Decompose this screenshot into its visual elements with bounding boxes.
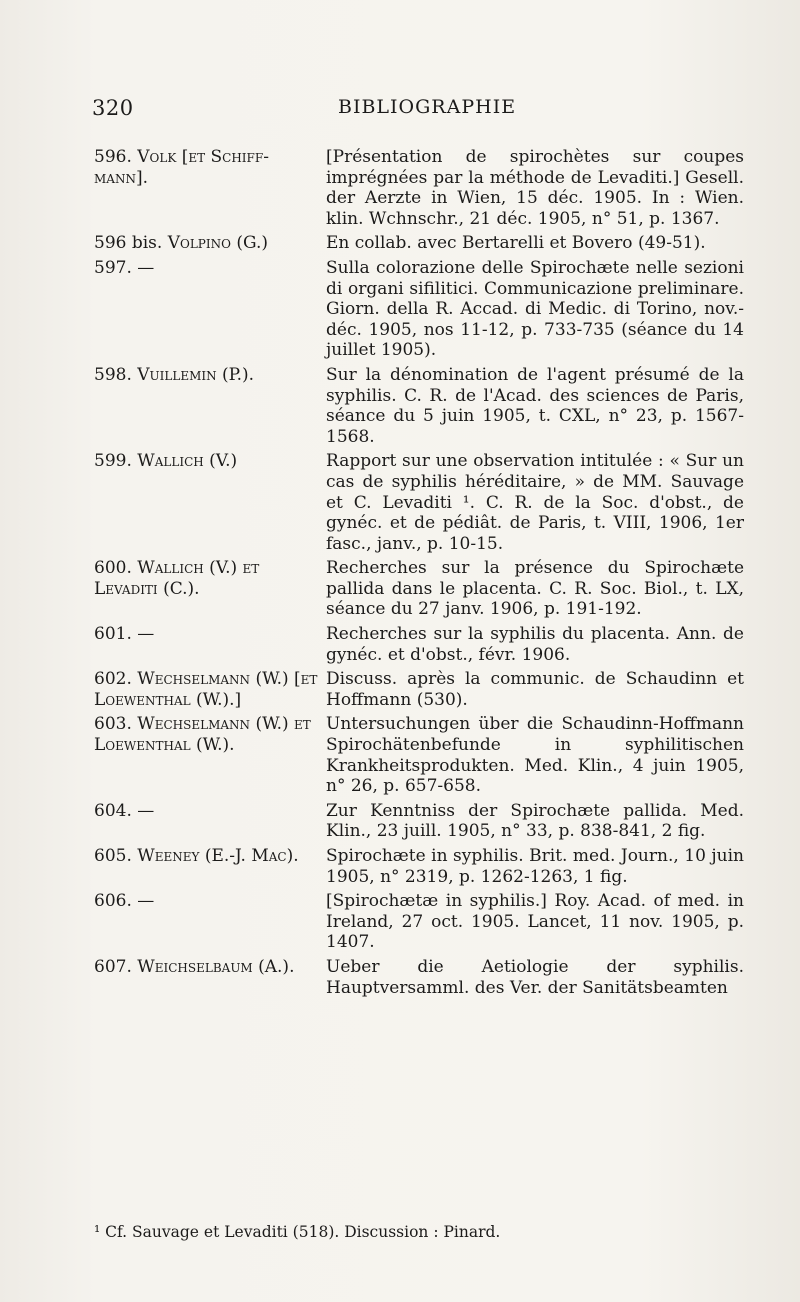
entry-citation: Sur la dénomination de l'agent présumé de la syphilis. C. R. de l'Acad. des sciences de Paris, séance du 5 juin 1905, t. CXL, n° 23, p. 1567-1568.	[326, 364, 744, 447]
bibliography-entry	[94, 669, 744, 710]
entry-citation: Spirochæte in syphilis. Brit. med. Journ., 10 juin 1905, n° 2319, p. 1262-1263, 1 fig.	[326, 846, 744, 887]
footnote: ¹ Cf. Sauvage et Levaditi (518). Discussion : Pinard.	[94, 1223, 501, 1241]
bibliography-list	[94, 147, 744, 1002]
entry-heading	[94, 147, 326, 188]
entry-citation: [Présentation de spirochètes sur coupes imprégnées par la méthode de Levaditi.] Gesell. der Aerzte in Wien, 15 déc. 1905. In : Wien. klin. Wchnschr., 21 déc. 1905, n° 51, p. 1367.	[326, 147, 744, 229]
entry-number: 601.	[94, 624, 132, 645]
entry-author: Weichselbaum (A.).	[137, 956, 295, 977]
entry-author: Vuillemin (P.).	[137, 364, 255, 385]
entry-number: 598.	[94, 364, 132, 385]
entry-citation: [Spirochætæ in syphilis.] Roy. Acad. of med. in Ireland, 27 oct. 1905. Lancet, 11 nov. 1905, p. 1407.	[326, 891, 744, 953]
entry-citation: Sulla colorazione delle Spirochæte nelle sezioni di organi sifilitici. Communicazione preliminare. Giorn. della R. Accad. di Medic. di Torino, nov.-déc. 1905, nos 11-12, p. 733-735 (séance du 14 juillet 1905).	[326, 257, 744, 361]
entry-citation: Zur Kenntniss der Spirochæte pallida. Med. Klin., 23 juill. 1905, n° 33, p. 838-841, 2 fig.	[326, 800, 744, 842]
entry-number: 599.	[94, 451, 132, 472]
entry-number: 600.	[94, 558, 132, 579]
entry-author: —	[137, 800, 155, 821]
entry-heading	[94, 669, 326, 710]
entry-heading	[94, 714, 326, 755]
entry-citation: Rapport sur une observation intitulée : « Sur un cas de syphilis héréditaire, » de MM. Sauvage et C. Levaditi ¹. C. R. de la Soc. d'obst., de gynéc. et de pédiât. de Paris, t. VIII, 1906, 1er fasc., janv., p. 10-15.	[326, 451, 744, 554]
entry-author: Volk [et Schiff- mann].	[94, 147, 269, 188]
entry-heading	[94, 558, 326, 599]
entry-author: Weeney (E.-J. Mac).	[137, 846, 299, 866]
bibliography-entry	[94, 891, 744, 953]
entry-number: 603.	[94, 714, 132, 735]
running-head: BIBLIOGRAPHIE	[338, 96, 517, 118]
entry-author: —	[137, 624, 155, 645]
entry-citation: Ueber die Aetiologie der syphilis. Hauptversamml. des Ver. der Sanitätsbeamten	[326, 956, 744, 998]
bibliography-entry	[94, 624, 744, 665]
bibliography-entry	[94, 233, 744, 254]
entry-number: 605.	[94, 846, 132, 866]
page-number: 320	[92, 96, 134, 120]
entry-author: Wallich (V.)	[137, 451, 238, 472]
entry-heading	[94, 451, 326, 472]
entry-heading	[94, 233, 326, 254]
entry-heading	[94, 801, 326, 822]
entry-author: Wechselmann (W.) et Loewenthal (W.).	[94, 714, 311, 756]
bibliography-entry	[94, 714, 744, 796]
bibliography-entry	[94, 147, 744, 229]
entry-author: Wallich (V.) et Levaditi (C.).	[94, 558, 260, 599]
entry-citation: Recherches sur la syphilis du placenta. Ann. de gynéc. et d'obst., févr. 1906.	[326, 624, 744, 665]
entry-number: 602.	[94, 669, 132, 690]
entry-heading	[94, 365, 326, 386]
entry-citation: Recherches sur la présence du Spirochæte pallida dans le placenta. C. R. Soc. Biol., t. LX, séance du 27 janv. 1906, p. 191-192.	[326, 558, 744, 620]
entry-heading	[94, 258, 326, 279]
bibliography-entry	[94, 846, 744, 887]
bibliography-entry	[94, 957, 744, 998]
entry-citation: Untersuchungen über die Schaudinn-Hoffmann Spirochätenbefunde in syphilitischen Krankheitsprodukten. Med. Klin., 4 juin 1905, n° 26, p. 657-658.	[326, 714, 744, 797]
entry-heading	[94, 891, 326, 912]
entry-heading	[94, 624, 326, 645]
entry-number: 607.	[94, 956, 132, 977]
entry-citation: Discuss. après la communic. de Schaudinn et Hoffmann (530).	[326, 669, 744, 710]
entry-author: —	[137, 891, 155, 912]
entry-citation: En collab. avec Bertarelli et Bovero (49-51).	[326, 233, 706, 254]
entry-number: 606.	[94, 891, 132, 912]
bibliography-entry	[94, 365, 744, 447]
entry-number: 596.	[94, 147, 132, 167]
entry-number: 596 bis.	[94, 233, 163, 254]
entry-number: 604.	[94, 800, 132, 821]
entry-author: Volpino (G.)	[167, 233, 269, 254]
bibliography-entry	[94, 451, 744, 554]
page-header	[0, 96, 800, 124]
bibliography-entry	[94, 558, 744, 620]
entry-author: Wechselmann (W.) [et Loewenthal (W.).]	[94, 669, 318, 710]
entry-heading	[94, 957, 326, 978]
entry-heading	[94, 846, 326, 867]
entry-author: —	[137, 257, 155, 278]
entry-number: 597.	[94, 257, 132, 278]
bibliography-entry	[94, 801, 744, 842]
bibliography-entry	[94, 258, 744, 361]
